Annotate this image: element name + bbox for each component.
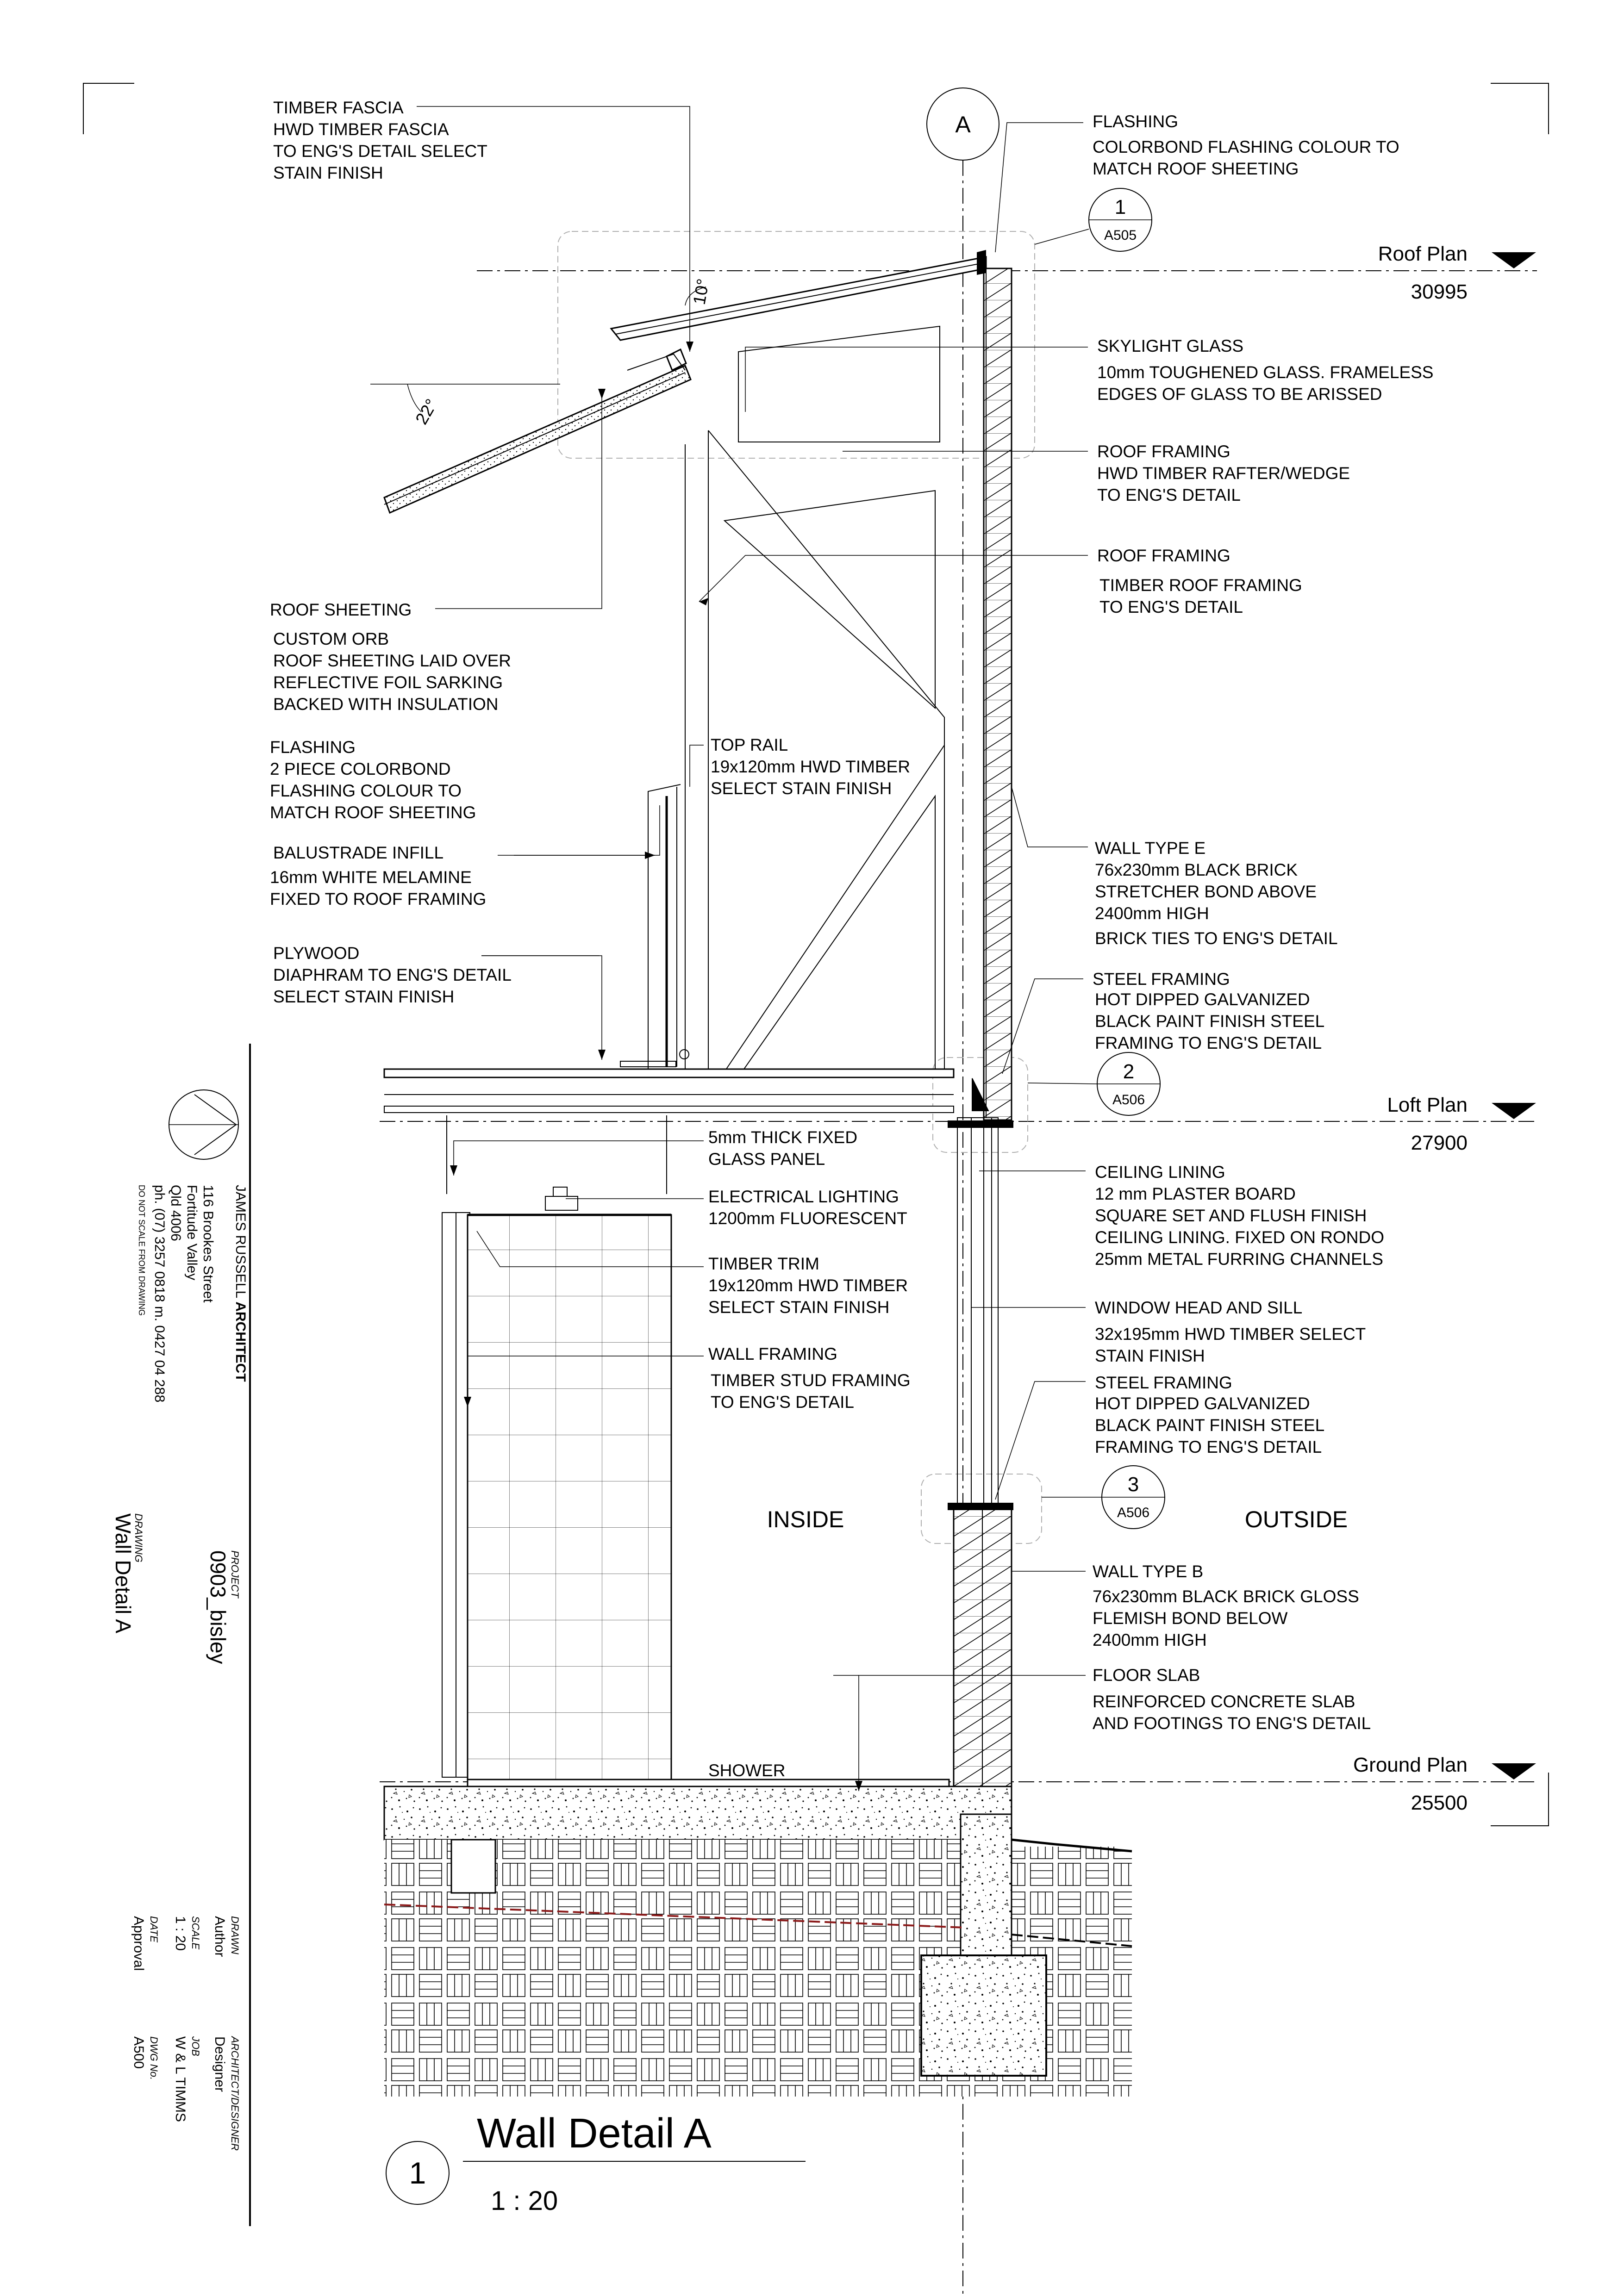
callout-number: 1	[1114, 196, 1126, 218]
date-value: Approval	[131, 1916, 146, 1971]
note-steel-framing-upper: STEEL FRAMING HOT DIPPED GALVANIZED BLACK PAINT FINISH STEEL FRAMING TO ENG'S DETAIL	[1093, 970, 1324, 1052]
note-floor-slab: FLOOR SLAB REINFORCED CONCRETE SLAB AND FOOTINGS TO ENG'S DETAIL	[1093, 1666, 1371, 1733]
view-number: 1	[409, 2156, 426, 2190]
dwg-no-value: A500	[131, 2036, 146, 2069]
note-balustrade-infill: BALUSTRADE INFILL 16mm WHITE MELAMINE FIXED TO ROOF FRAMING	[270, 843, 487, 908]
note-plywood: PLYWOOD DIAPHRAM TO ENG'S DETAIL SELECT STAIN FINISH	[273, 944, 511, 1006]
note-glass-panel: 5mm THICK FIXED GLASS PANEL	[708, 1128, 858, 1169]
title-block	[111, 1044, 250, 2226]
callout-sheet: A506	[1112, 1092, 1145, 1108]
view-title-text: Wall Detail A	[477, 2110, 712, 2157]
zone-label-outside: OUTSIDE	[1244, 1506, 1348, 1532]
brick-wall-type-e	[984, 268, 1012, 1120]
dwg-no-label: DWG No.	[148, 2036, 160, 2080]
drawing-label: DRAWING	[133, 1513, 144, 1562]
level-triangle-icon	[1492, 252, 1536, 268]
slab-and-footing	[384, 1786, 1132, 2097]
architect-label: ARCHITECT/DESIGNER	[229, 2036, 241, 2151]
middle-annotations	[708, 735, 915, 1780]
view-scale: 1 : 20	[491, 2186, 558, 2216]
callout-sheet: A506	[1117, 1505, 1150, 1520]
project-label: PROJECT	[229, 1550, 241, 1598]
ceiling-and-lighting	[447, 1115, 667, 1210]
roof-sheeting	[384, 349, 691, 513]
note-roof-framing-timber: ROOF FRAMING TIMBER ROOF FRAMING TO ENG'S DETAIL	[1097, 546, 1302, 616]
steel-framing	[948, 1078, 1013, 1510]
job-label: JOB	[190, 2036, 201, 2056]
note-shower: SHOWER	[708, 1761, 786, 1780]
callout-3[interactable]	[1102, 1466, 1165, 1529]
note-timber-trim: TIMBER TRIM 19x120mm HWD TIMBER SELECT STAIN FINISH	[708, 1254, 908, 1317]
callout-number: 2	[1123, 1060, 1135, 1083]
callout-1[interactable]	[1089, 188, 1152, 251]
drawing-name: Wall Detail A	[111, 1513, 135, 1634]
note-window-head-sill: WINDOW HEAD AND SILL 32x195mm HWD TIMBER SELECT STAIN FINISH	[1095, 1298, 1366, 1365]
note-ceiling-lining: CEILING LINING 12 mm PLASTER BOARD SQUARE SET AND FLUSH FINISH CEILING LINING. FIXED ON RONDO 25mm METAL FURRING CHANNELS	[1095, 1163, 1384, 1269]
note-skylight-glass: SKYLIGHT GLASS 10mm TOUGHENED GLASS. FRAMELESS EDGES OF GLASS TO BE ARISSED	[1097, 336, 1434, 404]
job-value: W & L TIMMS	[173, 2036, 188, 2122]
note-timber-fascia: TIMBER FASCIA HWD TIMBER FASCIA TO ENG'S DETAIL SELECT STAIN FINISH	[273, 98, 487, 182]
address-line-postcode: Qld 4006	[168, 1185, 183, 1241]
architect-value: Designer	[212, 2036, 227, 2092]
angle-label-roof: 10°	[689, 277, 713, 306]
skylight-frames	[648, 326, 944, 1074]
view-title	[386, 2110, 806, 2216]
scale-label: SCALE	[190, 1916, 201, 1950]
left-annotations	[270, 98, 516, 1006]
level-triangle-icon	[1492, 1763, 1536, 1780]
drawn-value: Author	[212, 1916, 227, 1957]
level-name-ground: Ground Plan	[1353, 1754, 1468, 1776]
level-value-ground: 25500	[1411, 1792, 1468, 1814]
callout-number: 3	[1127, 1473, 1139, 1496]
callout-sheet: A505	[1104, 228, 1137, 243]
drawn-label: DRAWN	[229, 1916, 241, 1954]
note-flashing-left: FLASHING 2 PIECE COLORBOND FLASHING COLOUR TO MATCH ROOF SHEETING	[270, 738, 476, 822]
note-electrical-lighting: ELECTRICAL LIGHTING 1200mm FLUORESCENT	[708, 1187, 907, 1228]
note-flashing-right: FLASHING COLORBOND FLASHING COLOUR TO MATCH ROOF SHEETING	[1093, 112, 1399, 178]
level-triangle-icon	[1492, 1103, 1536, 1119]
note-top-rail: TOP RAIL 19x120mm HWD TIMBER SELECT STAIN FINISH	[711, 735, 911, 798]
note-roof-sheeting: ROOF SHEETING CUSTOM ORB ROOF SHEETING LAID OVER REFLECTIVE FOIL SARKING BACKED WITH INSULATION	[270, 600, 511, 714]
level-value-loft: 27900	[1411, 1132, 1468, 1154]
level-name-roof: Roof Plan	[1378, 243, 1468, 265]
note-wall-type-e: WALL TYPE E 76x230mm BLACK BRICK STRETCHER BOND ABOVE 2400mm HIGH BRICK TIES TO ENG'S DETAIL	[1095, 839, 1338, 948]
note-wall-framing: WALL FRAMING TIMBER STUD FRAMING TO ENG'S DETAIL	[708, 1344, 911, 1412]
note-wall-type-b: WALL TYPE B 76x230mm BLACK BRICK GLOSS FLEMISH BOND BELOW 2400mm HIGH	[1093, 1562, 1359, 1649]
angle-label-sheeting: 22°	[412, 396, 441, 428]
firm-name: JAMES RUSSELL ARCHITECT	[233, 1185, 248, 1382]
address-line-phone: ph. (07) 3257 0818 m. 0427 04 288	[152, 1185, 167, 1403]
scale-value: 1 : 20	[173, 1916, 188, 1951]
date-label: DATE	[148, 1916, 160, 1943]
note-steel-framing-lower: STEEL FRAMING HOT DIPPED GALVANIZED BLACK PAINT FINISH STEEL FRAMING TO ENG'S DETAIL	[1095, 1373, 1324, 1456]
gridline-tag: A	[955, 112, 971, 137]
note-roof-framing-rafter: ROOF FRAMING HWD TIMBER RAFTER/WEDGE TO ENG'S DETAIL	[1097, 442, 1350, 504]
address-line-street: 116 Brookes Street	[200, 1185, 216, 1303]
level-value-roof: 30995	[1411, 280, 1468, 303]
level-name-loft: Loft Plan	[1387, 1094, 1468, 1116]
zone-label-inside: INSIDE	[767, 1506, 844, 1532]
project-name: 0903_bisley	[206, 1550, 230, 1664]
address-line-suburb: Fortitude Valley	[184, 1185, 200, 1281]
angle-annotations	[370, 277, 713, 428]
disclaimer: DO NOT SCALE FROM DRAWING	[137, 1185, 146, 1316]
callout-2[interactable]	[1097, 1052, 1160, 1115]
loft-floor	[384, 787, 954, 1113]
right-annotations	[1093, 112, 1438, 1733]
